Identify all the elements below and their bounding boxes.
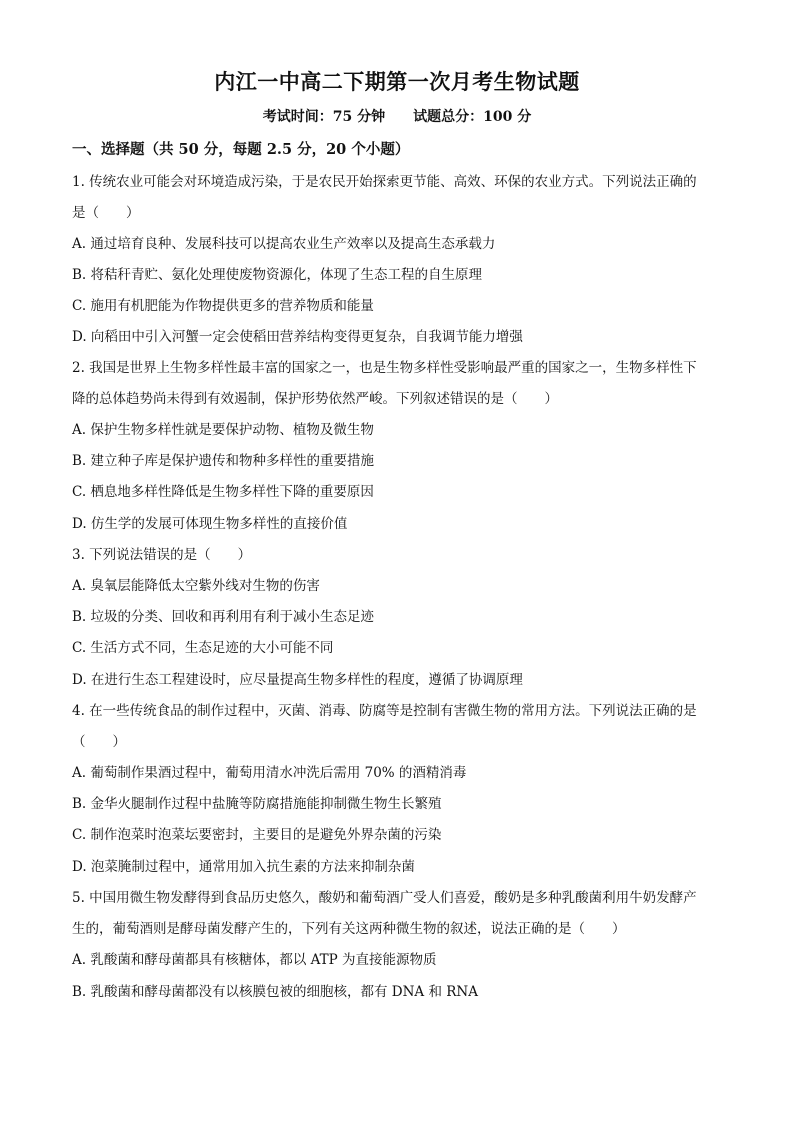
option-line: B. 乳酸菌和酵母菌都没有以核膜包被的细胞核，都有 DNA 和 RNA: [72, 984, 478, 1000]
question-line: 1. 传统农业可能会对环境造成污染，于是农民开始探索更节能、高效、环保的农业方式。下列说法正确的: [72, 174, 697, 190]
question-line: （ ）: [72, 734, 126, 750]
question-line: 生的，葡萄酒则是酵母菌发酵产生的，下列有关这两种微生物的叙述，说法正确的是（ ）: [72, 921, 626, 937]
option-line: B. 金华火腿制作过程中盐腌等防腐措施能抑制微生物生长繁殖: [72, 796, 442, 812]
exam-info: [0, 106, 794, 126]
option-line: A. 乳酸菌和酵母菌都具有核糖体，都以 ATP 为直接能源物质: [72, 952, 437, 968]
option-line: D. 仿生学的发展可体现生物多样性的直接价值: [72, 516, 348, 532]
exam-score: 试题总分：100 分: [413, 109, 532, 125]
question-line: 5. 中国用微生物发酵得到食品历史悠久，酸奶和葡萄酒广受人们喜爱，酸奶是多种乳酸菌利用牛奶发酵产: [72, 890, 697, 906]
option-line: C. 生活方式不同，生态足迹的大小可能不同: [72, 640, 334, 656]
option-line: B. 建立种子库是保护遗传和物种多样性的重要措施: [72, 453, 375, 469]
option-line: D. 泡菜腌制过程中，通常用加入抗生素的方法来抑制杂菌: [72, 859, 415, 875]
option-line: A. 通过培育良种、发展科技可以提高农业生产效率以及提高生态承载力: [72, 236, 496, 252]
question-line: 4. 在一些传统食品的制作过程中，灭菌、消毒、防腐等是控制有害微生物的常用方法。下列说法正确的是: [72, 703, 697, 719]
option-line: C. 栖息地多样性降低是生物多样性下降的重要原因: [72, 484, 374, 500]
option-line: C. 制作泡菜时泡菜坛要密封，主要目的是避免外界杂菌的污染: [72, 827, 442, 843]
option-line: A. 保护生物多样性就是要保护动物、植物及微生物: [72, 422, 374, 438]
exam-title: 内江一中高二下期第一次月考生物试题: [214, 69, 580, 94]
section-heading: 一、选择题（共 50 分，每题 2.5 分，20 个小题）: [72, 141, 410, 158]
option-line: A. 葡萄制作果酒过程中，葡萄用清水冲洗后需用 70% 的酒精消毒: [72, 765, 467, 781]
question-line: 3. 下列说法错误的是（ ）: [72, 547, 252, 563]
option-line: D. 在进行生态工程建设时，应尽量提高生物多样性的程度，遵循了协调原理: [72, 672, 523, 688]
option-line: A. 臭氧层能降低太空紫外线对生物的伤害: [72, 578, 320, 594]
question-line: 是（ ）: [72, 205, 140, 221]
question-line: 降的总体趋势尚未得到有效遏制，保护形势依然严峻。下列叙述错误的是（ ）: [72, 391, 558, 407]
option-line: B. 将秸秆青贮、氨化处理使废物资源化，体现了生态工程的自生原理: [72, 267, 483, 283]
question-line: 2. 我国是世界上生物多样性最丰富的国家之一，也是生物多样性受影响最严重的国家之一，生物多样性下: [72, 360, 697, 376]
option-line: B. 垃圾的分类、回收和再利用有利于减小生态足迹: [72, 609, 375, 625]
exam-time: 考试时间：75 分钟: [262, 109, 386, 125]
option-line: C. 施用有机肥能为作物提供更多的营养物质和能量: [72, 298, 374, 314]
option-line: D. 向稻田中引入河蟹一定会使稻田营养结构变得更复杂，自我调节能力增强: [72, 329, 523, 345]
